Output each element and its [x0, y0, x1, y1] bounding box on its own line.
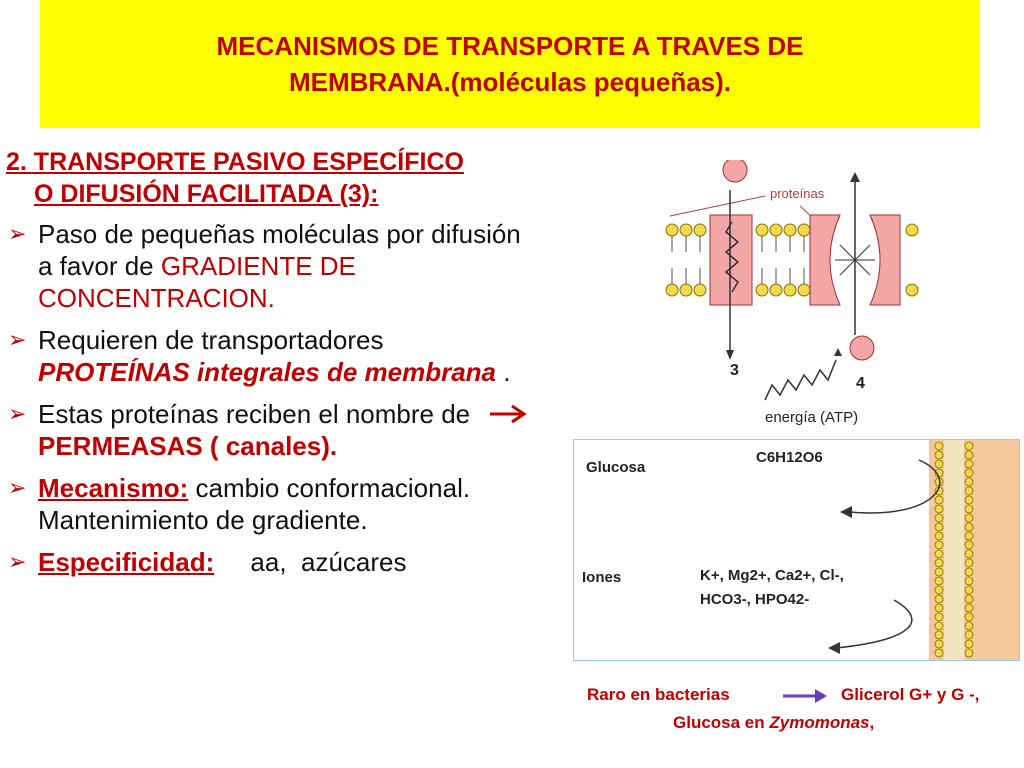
- lipid-head: [935, 568, 943, 576]
- ions-line-2: HCO3-, HPO42-: [700, 591, 810, 608]
- proteins-label: proteínas: [770, 186, 825, 201]
- heading-line-2: O DIFUSIÓN FACILITADA (3):: [34, 180, 379, 208]
- bullet-arrow-icon: ➢: [8, 475, 27, 500]
- bullet5-text: aa, azúcares: [214, 547, 407, 577]
- bullet1-text: Paso de pequeñas moléculas por difusión a favor de: [38, 219, 521, 281]
- membrane-transport-diagram: [650, 160, 920, 430]
- lipid-head: [965, 595, 973, 603]
- lipid-head: [935, 586, 943, 594]
- lipid-head: [965, 550, 973, 558]
- iones-label: Iones: [582, 569, 622, 586]
- lipid-head: [965, 541, 973, 549]
- lipid-head: [965, 460, 973, 468]
- lipid-head: [965, 514, 973, 522]
- lipid-head: [965, 451, 973, 459]
- lipid-head: [935, 640, 943, 648]
- ions-line-1: K+, Mg2+, Ca2+, Cl-,: [700, 567, 844, 584]
- purple-arrow-icon: [781, 685, 829, 707]
- lipid-head: [965, 496, 973, 504]
- title-banner: [40, 0, 980, 128]
- lipid-head: [965, 631, 973, 639]
- lipid-head: [965, 523, 973, 531]
- lipid-head: [965, 478, 973, 486]
- lipid-head: [965, 469, 973, 477]
- caption-box: [553, 673, 1024, 745]
- lipid-head: [935, 523, 943, 531]
- heading-line-1: 2. TRANSPORTE PASIVO ESPECÍFICO: [6, 148, 464, 176]
- lipid-head: [935, 541, 943, 549]
- bullet2-tail: .: [496, 357, 511, 387]
- bullet-mecanismo: [6, 472, 541, 536]
- lipid-head: [935, 631, 943, 639]
- lipid-head: [965, 622, 973, 630]
- lipid-head: [935, 496, 943, 504]
- caption-line-2: [673, 713, 874, 733]
- bullet2-text: Requieren de transportadores: [38, 325, 384, 355]
- lipid-head: [935, 514, 943, 522]
- lipid-head: [965, 559, 973, 567]
- lipid-head: [935, 622, 943, 630]
- lipid-head: [965, 586, 973, 594]
- lipid-head: [965, 604, 973, 612]
- lipid-head: [935, 649, 943, 657]
- glucose-formula: C6H12O6: [756, 449, 823, 466]
- lipid-head: [965, 505, 973, 513]
- caption-right: Glicerol G+ y G -,: [841, 685, 980, 704]
- lipid-head: [935, 577, 943, 585]
- bullet4-label: Mecanismo:: [38, 473, 189, 503]
- glucose-ions-diagram: [573, 439, 1020, 661]
- lipid-head: [935, 505, 943, 513]
- main-content: [6, 146, 541, 588]
- lipid-head: [965, 442, 973, 450]
- lipid-head: [935, 613, 943, 621]
- section-heading: [6, 146, 541, 210]
- lipid-head: [935, 595, 943, 603]
- caption-line2-c: ,: [869, 713, 875, 732]
- bullet3-highlight: PERMEASAS ( canales).: [38, 431, 338, 461]
- lipid-head: [965, 649, 973, 657]
- label-4: 4: [856, 375, 865, 392]
- lipid-head: [935, 559, 943, 567]
- bullet1-highlight: GRADIENTE DE CONCENTRACION.: [38, 251, 356, 313]
- label-3: 3: [730, 362, 739, 379]
- bullet-especificidad: [6, 546, 541, 578]
- bullet-proteins: [6, 324, 541, 388]
- bullet-arrow-icon: ➢: [8, 549, 27, 574]
- caption-left: Raro en bacterias: [587, 685, 730, 704]
- right-arrow-icon: [488, 402, 528, 426]
- bullet3-text: Estas proteínas reciben el nombre de: [38, 399, 471, 429]
- lipid-head: [965, 577, 973, 585]
- bullet4-text: cambio conformacional. Mantenimiento de gradiente.: [38, 473, 471, 535]
- slide-title: [217, 28, 804, 100]
- bullet2-highlight: PROTEÍNAS integrales de membrana: [38, 357, 497, 387]
- lipid-head: [965, 487, 973, 495]
- lipid-head: [965, 640, 973, 648]
- title-line-1: MECANISMOS DE TRANSPORTE A TRAVES DE: [216, 31, 804, 61]
- bullet-gradient: [6, 218, 541, 314]
- title-line-2: MEMBRANA.(moléculas pequeñas).: [288, 67, 732, 97]
- energy-label: energía (ATP): [765, 409, 859, 426]
- bullet-arrow-icon: ➢: [8, 401, 27, 426]
- glucosa-label: Glucosa: [586, 459, 646, 476]
- lipid-head: [935, 532, 943, 540]
- lipid-head: [935, 442, 943, 450]
- lipid-head: [965, 568, 973, 576]
- caption-line2-b: Zymomonas: [769, 713, 870, 732]
- lipid-head: [965, 532, 973, 540]
- lipid-head: [935, 550, 943, 558]
- lipid-head: [935, 460, 943, 468]
- lipid-head: [965, 613, 973, 621]
- bullet-permeasas: [6, 398, 541, 462]
- lipid-head: [935, 604, 943, 612]
- lipid-head: [935, 451, 943, 459]
- bullet-arrow-icon: ➢: [8, 221, 27, 246]
- bullet-arrow-icon: ➢: [8, 327, 27, 352]
- caption-line2-a: Glucosa en: [673, 713, 770, 732]
- bullet5-label: Especificidad:: [38, 547, 215, 577]
